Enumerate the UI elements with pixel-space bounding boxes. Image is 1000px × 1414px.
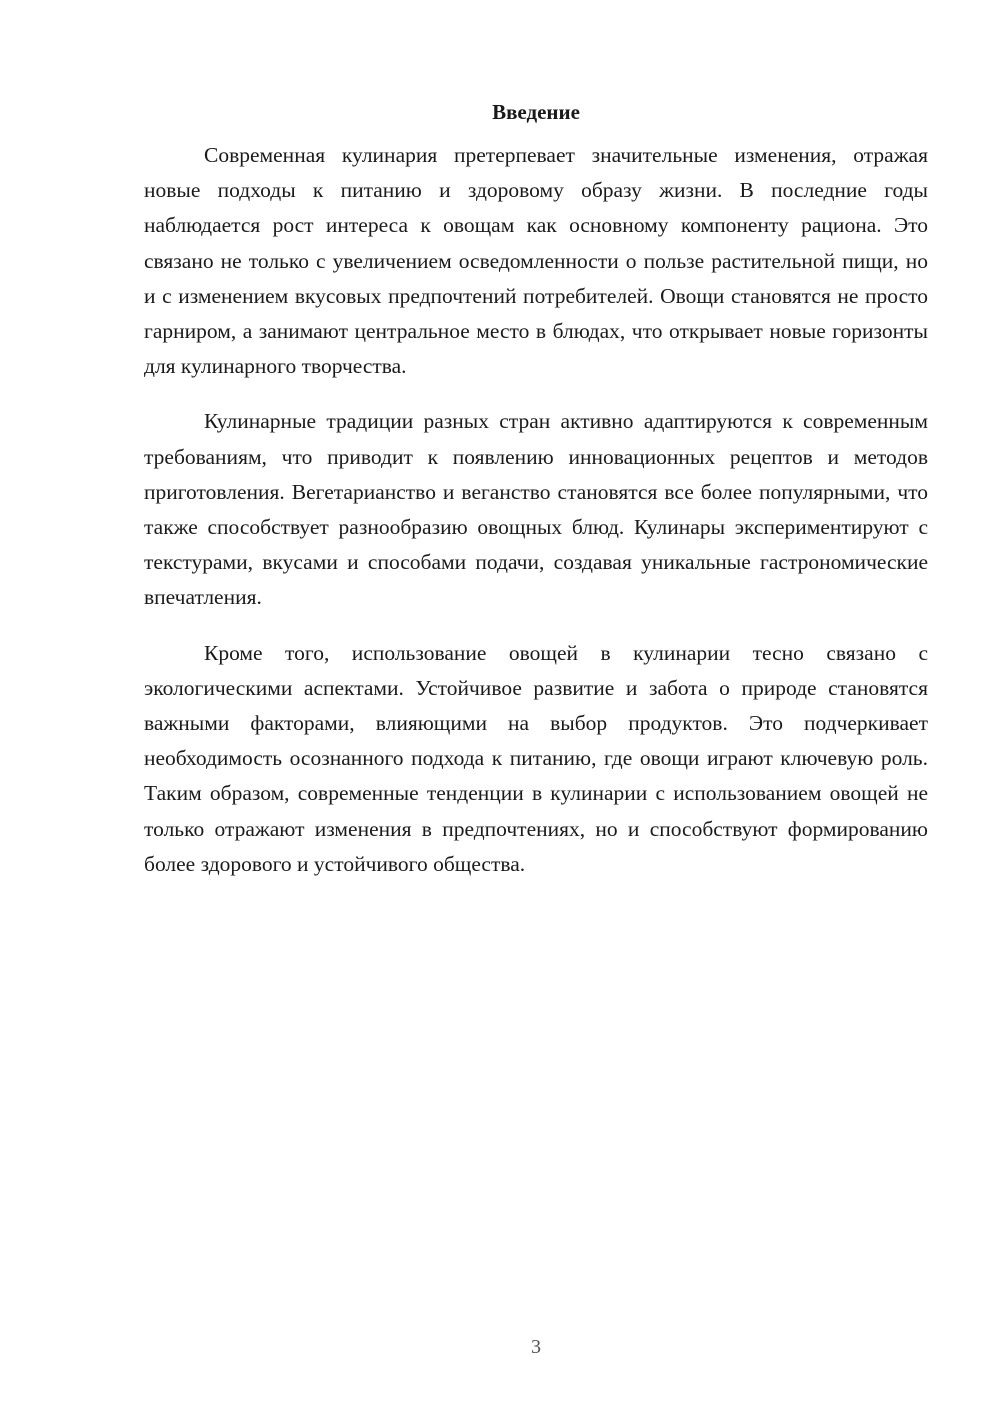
paragraph-3: Кроме того, использование овощей в кулинарии тесно связано с экологическими аспектами. Устойчивое развитие и забота о природе становятся важными факторами, влияющими на выбор продуктов. Это подчеркивает необходимость осознанного подхода к питанию, где овощи играют ключевую роль. Таким образом, современные тенденции в кулинарии с использованием овощей не только отражают изменения в предпочтениях, но и способствуют формированию более здорового и устойчивого общества.	[144, 640, 928, 876]
page-number: 3	[531, 1336, 541, 1358]
page-content	[144, 96, 928, 882]
paragraph-2: Кулинарные традиции разных стран активно адаптируются к современным требованиям, что приводит к появлению инновационных рецептов и методов приготовления. Вегетарианство и веганство становятся все более популярными, что также способствует разнообразию овощных блюд. Кулинары экспериментируют с текстурами, вкусами и способами подачи, создавая уникальные гастрономические впечатления.	[144, 409, 928, 610]
section-title: Введение	[492, 100, 580, 124]
paragraph-1: Современная кулинария претерпевает значительные изменения, отражая новые подходы к питанию и здоровому образу жизни. В последние годы наблюдается рост интереса к овощам как основному компоненту рациона. Это связано не только с увеличением осведомленности о пользе растительной пищи, но и с изменением вкусовых предпочтений потребителей. Овощи становятся не просто гарниром, а занимают центральное место в блюдах, что открывает новые горизонты для кулинарного творчества.	[144, 143, 928, 379]
